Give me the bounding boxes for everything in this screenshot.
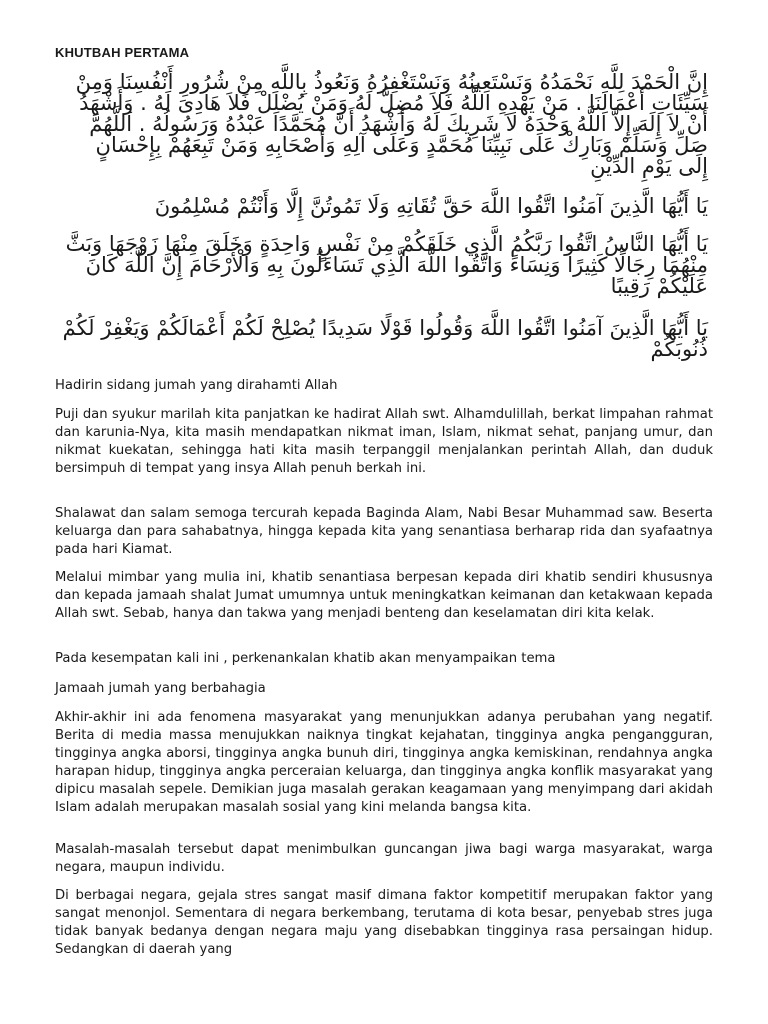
paragraph-jamaah: Jamaah jumah yang berbahagia — [55, 681, 266, 696]
greeting-paragraph: Hadirin sidang jumah yang dirahamti Allah — [55, 378, 338, 393]
arabic-verse-2: يَا أَيُّهَا النَّاسُ اتَّقُوا رَبَّكُمُ الَّذِي خَلَقَكُمْ مِنْ نَفْسٍ وَاحِدَةٍ وَخَلَقَ مِنْهَا زَوْجَهَا وَبَثَّ مِنْهُمَا رِجَالًا كَثِيرًا وَنِسَاءً وَاتَّقُوا اللَّهَ الَّذِي تَسَاءَلُونَ بِهِ وَالْأَرْحَامَ إِنَّ اللَّهَ كَانَ عَلَيْكُمْ رَقِيبًا — [65, 232, 708, 298]
paragraph-fenomena: Akhir-akhir ini ada fenomena masyarakat yang menunjukkan adanya perubahan yang negatif. Berita di media massa menujukkan naiknya tingkat kejahatan, tingginya angka pengangguran, tingginya angka aborsi, tingginya angka bunuh diri, tingginya angka kemiskinan, rendahnya angka harapan hidup, tingginya angka perceraian keluarga, dan tingginya angka konflik masyarakat yang dipicu masalah sepele. Demikian juga masalah gerakan keagamaan yang menyimpang dari akidah Islam adalah merupakan masalah sosial yang kini melanda bangsa kita. — [55, 710, 713, 815]
paragraph-masalah: Masalah-masalah tersebut dapat menimbulkan guncangan jiwa bagi warga masyarakat, warga negara, maupun individu. — [55, 842, 713, 875]
page-title: KHUTBAH PERTAMA — [55, 45, 190, 60]
paragraph-tema: Pada kesempatan kali ini , perkenankalan khatib akan menyampaikan tema — [55, 651, 556, 666]
arabic-verse-3: يَا أَيُّهَا الَّذِينَ آمَنُوا اتَّقُوا اللَّهَ وَقُولُوا قَوْلًا سَدِيدًا يُصْلِحْ لَكُمْ أَعْمَالَكُمْ وَيَغْفِرْ لَكُمْ ذُنُوبَكُمْ — [62, 316, 708, 361]
arabic-opening-prayer: إِنَّ الْحَمْدَ لِلَّهِ نَحْمَدُهُ وَنَسْتَعِينُهُ وَنَسْتَغْفِرُهُ وَنَعُوذُ بِاللَّهِ مِنْ شُرُورِ أَنْفُسِنَا وَمِنْ سَيِّئَاتِ أَعْمَالِنَا . مَنْ يَهْدِهِ اللَّهُ فَلاَ مُضِلَّ لَهُ وَمَنْ يُضْلِلْ فَلاَ هَادِىَ لَهُ . وَأَشْهَدُ أَنْ لاَ إِلَهَ إِلاَّ اللَّهُ وَحْدَهُ لاَ شَرِيكَ لَهُ وَأَشْهَدُ أَنَّ مُحَمَّدًا عَبْدُهُ وَرَسُولُهُ . اَللَّهُمَّ صَلِّ وَسَلِّمْ وَبَارِكْ عَلَى نَبِيِّنَا مُحَمَّدٍ وَعَلَى آلِهِ وَأَصْحَابِهِ وَمَنْ تَبِعَهُمْ بِإِحْسَانٍ إِلَى يَوْمِ الدِّيْنِ — [75, 70, 708, 178]
paragraph-stres: Di berbagai negara, gejala stres sangat masif dimana faktor kompetitif merupakan faktor yang sangat menonjol. Sementara di negara berkembang, terutama di kota besar, penyebab stres juga tidak banyak bedanya dengan negara maju yang disebabkan tingginya rasa persaingan hidup. Sedangkan di daerah yang — [55, 888, 713, 957]
paragraph-shalawat: Shalawat dan salam semoga tercurah kepada Baginda Alam, Nabi Besar Muhammad saw. Beserta keluarga dan para sahabatnya, hingga kepada kita yang senantiasa berharap rida dan syafaatnya pada hari Kiamat. — [55, 506, 713, 557]
paragraph-praise: Puji dan syukur marilah kita panjatkan ke hadirat Allah swt. Alhamdulillah, berkat limpahan rahmat dan karunia-Nya, kita masih mendapatkan nikmat iman, Islam, nikmat sehat, panjang umur, dan nikmat kuekatan, sehingga hati kita masih terpanggil menjalankan perintah Allah, dan duduk bersimpuh di tempat yang insya Allah penuh berkah ini. — [55, 407, 713, 476]
arabic-verse-1: يَا أَيُّهَا الَّذِينَ آمَنُوا اتَّقُوا اللَّهَ حَقَّ تُقَاتِهِ وَلَا تَمُوتُنَّ إِلَّا وَأَنْتُمْ مُسْلِمُونَ — [154, 194, 708, 218]
paragraph-wasiat: Melalui mimbar yang mulia ini, khatib senantiasa berpesan kepada diri khatib sendiri khususnya dan kepada jamaah shalat Jumat umumnya untuk meningkatkan keimanan dan ketakwaan kepada Allah swt. Sebab, hanya dan takwa yang menjadi benteng dan keselamatan diri kita kelak. — [55, 570, 713, 621]
